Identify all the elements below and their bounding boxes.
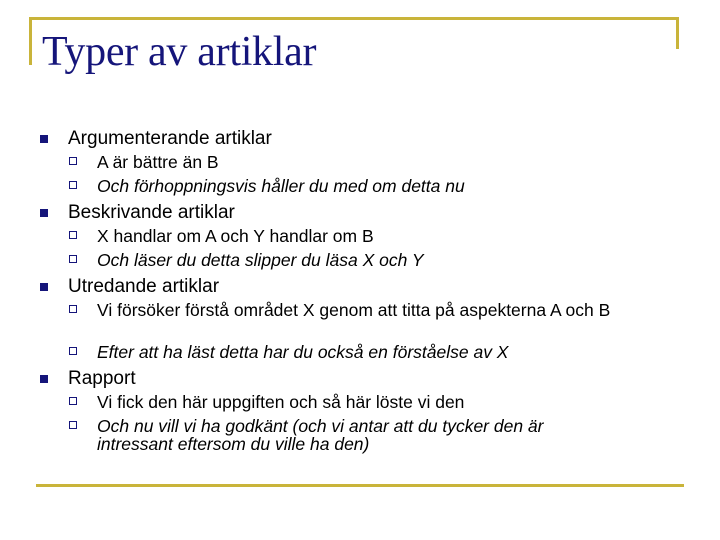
list-item-argumenterande: Argumenterande artiklar xyxy=(68,128,272,149)
sub-item: Och nu vill vi ha godkänt (och vi antar att du tycker den är intressant eftersom du ville ha den) xyxy=(97,416,544,454)
hollow-square-bullet-icon xyxy=(69,421,77,429)
list-item-rapport: Rapport xyxy=(68,368,136,389)
hollow-square-bullet-icon xyxy=(69,305,77,313)
sub-item: A är bättre än B xyxy=(97,152,219,172)
hollow-square-bullet-icon xyxy=(69,347,77,355)
hollow-square-bullet-icon xyxy=(69,231,77,239)
slide-title: Typer av artiklar xyxy=(42,29,317,75)
bottom-divider xyxy=(36,484,684,487)
square-bullet-icon xyxy=(40,283,48,291)
square-bullet-icon xyxy=(40,375,48,383)
sub-item: Vi fick den här uppgiften och så här löste vi den xyxy=(97,392,465,412)
hollow-square-bullet-icon xyxy=(69,157,77,165)
sub-item: Vi försöker förstå området X genom att titta på aspekterna A och B xyxy=(97,300,611,320)
sub-item: Och förhoppningsvis håller du med om detta nu xyxy=(97,176,465,196)
hollow-square-bullet-icon xyxy=(69,181,77,189)
sub-item: Efter att ha läst detta har du också en förståelse av X xyxy=(97,342,509,362)
square-bullet-icon xyxy=(40,209,48,217)
sub-item: X handlar om A och Y handlar om B xyxy=(97,226,374,246)
list-item-utredande: Utredande artiklar xyxy=(68,276,220,297)
sub-item: Och läser du detta slipper du läsa X och Y xyxy=(97,250,424,270)
hollow-square-bullet-icon xyxy=(69,255,77,263)
hollow-square-bullet-icon xyxy=(69,397,77,405)
list-item-beskrivande: Beskrivande artiklar xyxy=(68,202,235,223)
square-bullet-icon xyxy=(40,135,48,143)
